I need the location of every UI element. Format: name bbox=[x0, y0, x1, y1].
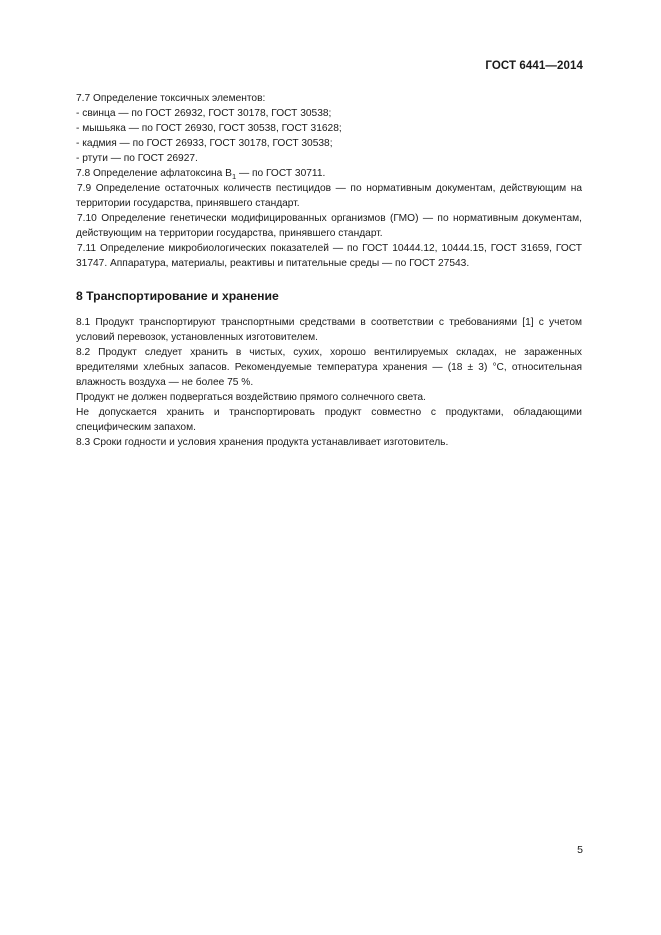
paragraph-8-2: 8.2 Продукт следует хранить в чистых, сухих, хорошо вентилируемых складах, не зараженных вредителями хлебных запасов. Рекомендуемые температура хранения — (18 ± 3) °С, относительная влажность воздуха — не более 75 %. bbox=[76, 347, 582, 388]
paragraph-7-10: 7.10 Определение генетически модифицированных организмов (ГМО) — по нормативным документам, действующим на территории государства, принявшего стандарт. bbox=[76, 213, 582, 239]
list-item-cadmium: - кадмия — по ГОСТ 26933, ГОСТ 30178, ГОСТ 30538; bbox=[76, 138, 333, 149]
paragraph-7-8-text: 7.8 Определение афлатоксина B bbox=[76, 168, 232, 179]
paragraph-7-8 bbox=[76, 166, 582, 181]
paragraph-8-3: 8.3 Сроки годности и условия хранения продукта устанавливает изготовитель. bbox=[76, 437, 449, 448]
list-item-lead: - свинца — по ГОСТ 26932, ГОСТ 30178, ГОСТ 30538; bbox=[76, 108, 332, 119]
page-body bbox=[76, 91, 582, 450]
page-number: 5 bbox=[577, 844, 583, 856]
paragraph-7-7: 7.7 Определение токсичных элементов: bbox=[76, 93, 266, 104]
list-item-arsenic: - мышьяка — по ГОСТ 26930, ГОСТ 30538, ГОСТ 31628; bbox=[76, 123, 342, 134]
paragraph-7-9: 7.9 Определение остаточных количеств пестицидов — по нормативным документам, действующим на территории государства, принявшего стандарт. bbox=[76, 183, 582, 209]
list-item-mercury: - ртути — по ГОСТ 26927. bbox=[76, 153, 198, 164]
paragraph-8-2-odor: Не допускается хранить и транспортировать продукт совместно с продуктами, обладающими специфическим запахом. bbox=[76, 407, 582, 433]
paragraph-8-2-sunlight: Продукт не должен подвергаться воздействию прямого солнечного света. bbox=[76, 392, 426, 403]
paragraph-7-11: 7.11 Определение микробиологических показателей — по ГОСТ 10444.12, 10444.15, ГОСТ 31659, ГОСТ 31747. Аппаратура, материалы, реактивы и питательные среды — по ГОСТ 27543. bbox=[76, 243, 582, 269]
paragraph-8-1: 8.1 Продукт транспортируют транспортными средствами в соответствии с требованиями [1] с учетом условий перевозок, установленных изготовителем. bbox=[76, 317, 582, 343]
document-code-header: ГОСТ 6441—2014 bbox=[485, 60, 583, 72]
aflatoxin-subscript: 1 bbox=[231, 172, 237, 182]
paragraph-7-8-tail: — по ГОСТ 30711. bbox=[236, 168, 326, 179]
section-8-title: 8 Транспортирование и хранение bbox=[76, 289, 279, 303]
